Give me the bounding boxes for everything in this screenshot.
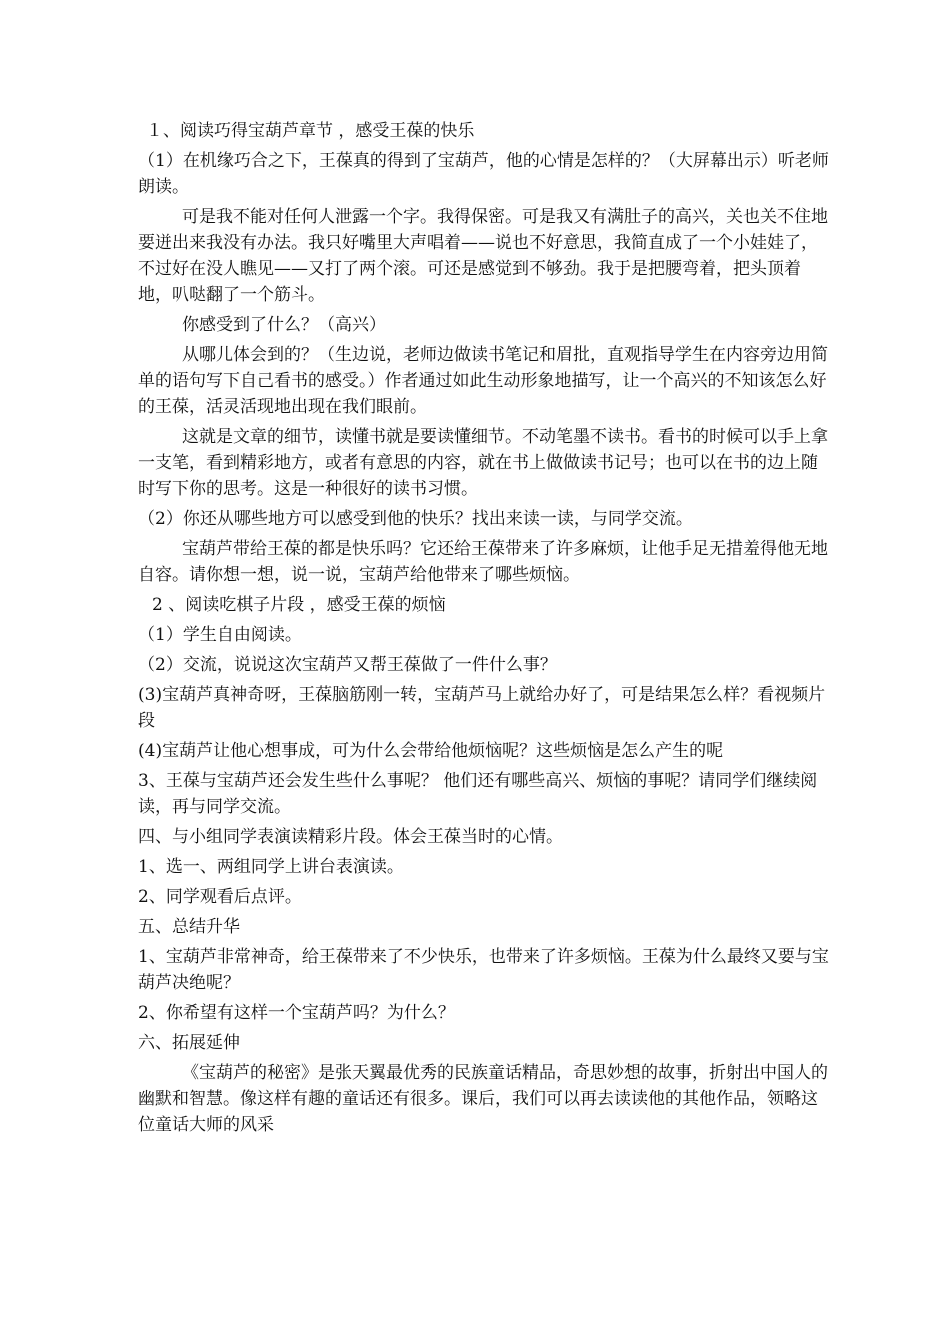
- paragraph: 1、宝葫芦非常神奇，给王葆带来了不少快乐，也带来了许多烦恼。王葆为什么最终又要与宝葫芦决绝呢？: [138, 947, 829, 993]
- paragraph: (3)宝葫芦真神奇呀，王葆脑筋刚一转，宝葫芦马上就给办好了，可是结果怎么样？看视频片段: [138, 685, 826, 731]
- paragraph: （2）你还从哪些地方可以感受到他的快乐？找出来读一读，与同学交流。: [138, 509, 693, 529]
- paragraph: （2）交流，说说这次宝葫芦又帮王葆做了一件什么事？: [138, 655, 557, 675]
- paragraph: 宝葫芦带给王葆的都是快乐吗？它还给王葆带来了许多麻烦，让他手足无措羞得他无地自容。请你想一想，说一说，宝葫芦给他带来了哪些烦恼。: [138, 539, 828, 585]
- paragraph: (4)宝葫芦让他心想事成，可为什么会带给他烦恼呢？这些烦恼是怎么产生的呢: [138, 741, 724, 761]
- section-heading-5: 五、总结升华: [138, 917, 240, 937]
- paragraph: 3、王葆与宝葫芦还会发生些什么事呢？ 他们还有哪些高兴、烦恼的事呢？请同学们继续阅读，再与同学交流。: [138, 771, 818, 817]
- section-heading-1: １、阅读巧得宝葫芦章节 ，感受王葆的快乐: [146, 121, 475, 141]
- quoted-passage: 可是我不能对任何人泄露一个字。我得保密。可是我又有满肚子的高兴，关也关不住地要迸出来我没有办法。我只好嘴里大声唱着——说也不好意思，我简直成了一个小娃娃了，不过好在没人瞧见——又打了两个滚。可还是感觉到不够劲。我于是把腰弯着，把头顶着地，叭哒翻了一个筋斗。: [138, 207, 828, 305]
- paragraph: 你感受到了什么？（高兴）: [182, 315, 386, 335]
- section-heading-4: 四、与小组同学表演读精彩片段。体会王葆当时的心情。: [138, 827, 563, 847]
- paragraph: 《宝葫芦的秘密》是张天翼最优秀的民族童话精品，奇思妙想的故事，折射出中国人的幽默和智慧。像这样有趣的童话还有很多。课后，我们可以再去读读他的其他作品，领略这位童话大师的风采: [138, 1063, 828, 1135]
- paragraph: 从哪儿体会到的？（生边说，老师边做读书笔记和眉批，直观指导学生在内容旁边用简单的语句写下自己看书的感受。）作者通过如此生动形象地描写，让一个高兴的不知该怎么好的王葆，活灵活现地出现在我们眼前。: [138, 345, 828, 417]
- paragraph: 2、同学观看后点评。: [138, 887, 302, 907]
- section-heading-6: 六、拓展延伸: [138, 1033, 240, 1053]
- paragraph: 这就是文章的细节，读懂书就是要读懂细节。不动笔墨不读书。看书的时候可以手上拿一支笔，看到精彩地方，或者有意思的内容，就在书上做做读书记号；也可以在书的边上随时写下你的思考。这是一种很好的读书习惯。: [138, 427, 828, 499]
- paragraph: 1、选一、两组同学上讲台表演读。: [138, 857, 404, 877]
- document-page: [138, 118, 830, 1142]
- section-heading-2: 2 、阅读吃棋子片段 ，感受王葆的烦恼: [152, 595, 446, 615]
- paragraph: 2、你希望有这样一个宝葫芦吗？为什么？: [138, 1003, 455, 1023]
- paragraph: （1）学生自由阅读。: [138, 625, 302, 645]
- paragraph: （1）在机缘巧合之下，王葆真的得到了宝葫芦，他的心情是怎样的？（大屏幕出示）听老师朗读。: [138, 151, 829, 197]
